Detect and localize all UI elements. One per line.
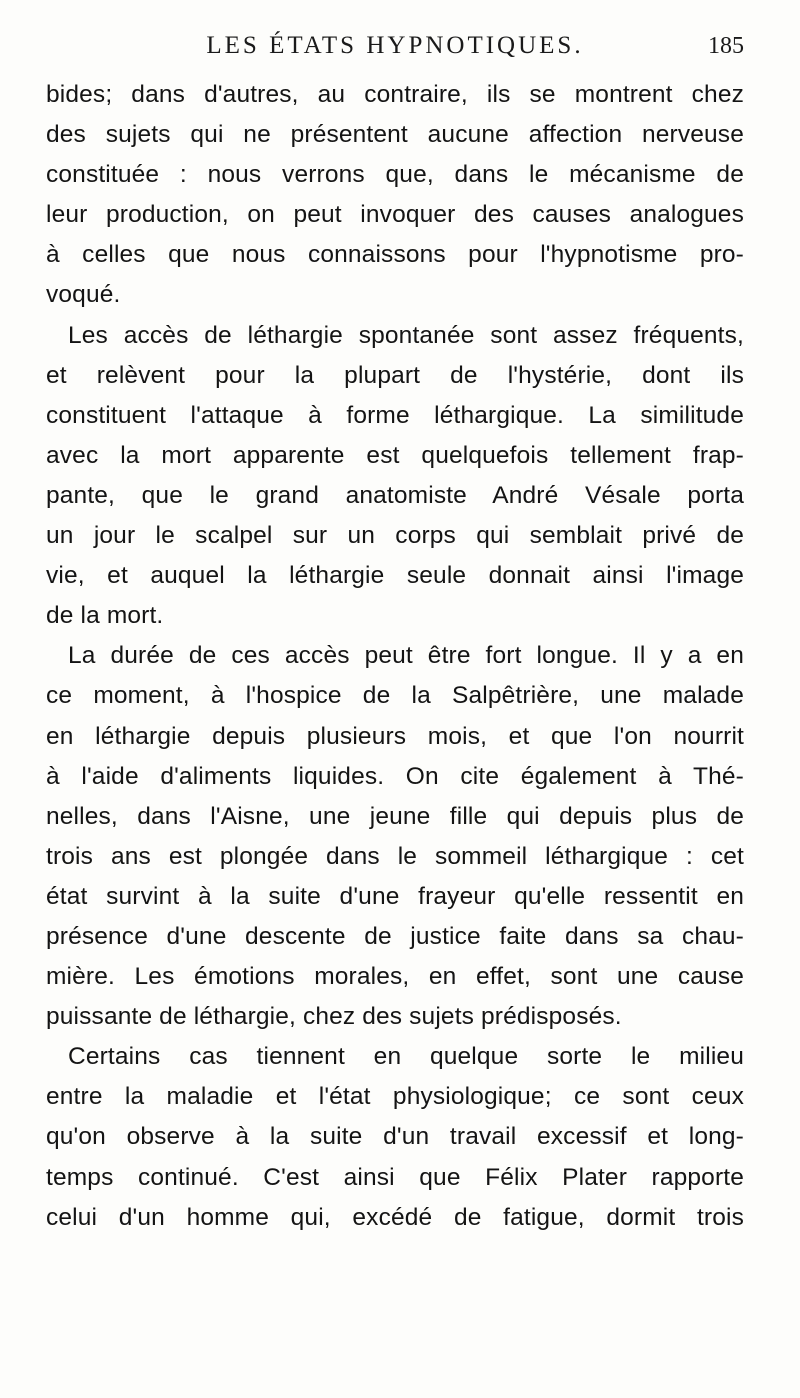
- text-line: à l'aide d'aliments liquides. On cite également à Thé-: [46, 762, 744, 790]
- text-line: des sujets qui ne présentent aucune affection nerveuse: [46, 121, 744, 149]
- text-line: vie, et auquel la léthargie seule donnait ainsi l'image: [46, 562, 744, 590]
- text-line: un jour le scalpel sur un corps qui semblait privé de: [46, 522, 744, 550]
- text-line: entre la maladie et l'état physiologique; ce sont ceux: [46, 1083, 744, 1111]
- text-line: leur production, on peut invoquer des causes analogues: [46, 201, 744, 229]
- text-line: celui d'un homme qui, excédé de fatigue, dormit trois: [46, 1203, 744, 1231]
- text-line: Certains cas tiennent en quelque sorte le milieu: [68, 1043, 744, 1071]
- running-head: [46, 28, 744, 64]
- text-line: à celles que nous connaissons pour l'hypnotisme pro-: [46, 241, 744, 269]
- text-line: qu'on observe à la suite d'un travail excessif et long-: [46, 1123, 744, 1151]
- text-line: ce moment, à l'hospice de la Salpêtrière, une malade: [46, 682, 744, 710]
- text-line: puissante de léthargie, chez des sujets prédisposés.: [46, 1003, 622, 1031]
- text-line: bides; dans d'autres, au contraire, ils se montrent chez: [46, 81, 744, 108]
- body-text: [46, 75, 744, 1238]
- text-line: mière. Les émotions morales, en effet, sont une cause: [46, 963, 744, 991]
- text-line: en léthargie depuis plusieurs mois, et que l'on nourrit: [46, 722, 744, 750]
- text-line: La durée de ces accès peut être fort longue. Il y a en: [68, 642, 744, 670]
- text-line: de la mort.: [46, 602, 164, 630]
- text-line: Les accès de léthargie spontanée sont assez fréquents,: [68, 321, 744, 349]
- text-line: et relèvent pour la plupart de l'hystérie, dont ils: [46, 361, 744, 389]
- text-line: état survint à la suite d'une frayeur qu'elle ressentit en: [46, 882, 744, 910]
- page-number: 185: [708, 33, 744, 59]
- text-line: constituée : nous verrons que, dans le mécanisme de: [46, 161, 744, 189]
- text-line: trois ans est plongée dans le sommeil léthargique : cet: [46, 842, 744, 870]
- text-line: présence d'une descente de justice faite dans sa chau-: [46, 922, 744, 950]
- text-line: avec la mort apparente est quelquefois tellement frap-: [46, 441, 744, 469]
- running-title: LES ÉTATS HYPNOTIQUES.: [206, 32, 584, 59]
- text-line: voqué.: [46, 281, 121, 309]
- text-line: constituent l'attaque à forme léthargique. La similitude: [46, 401, 744, 429]
- text-line: temps continué. C'est ainsi que Félix Plater rapporte: [46, 1163, 744, 1191]
- text-line: pante, que le grand anatomiste André Vésale porta: [46, 481, 744, 509]
- text-line: nelles, dans l'Aisne, une jeune fille qui depuis plus de: [46, 802, 744, 830]
